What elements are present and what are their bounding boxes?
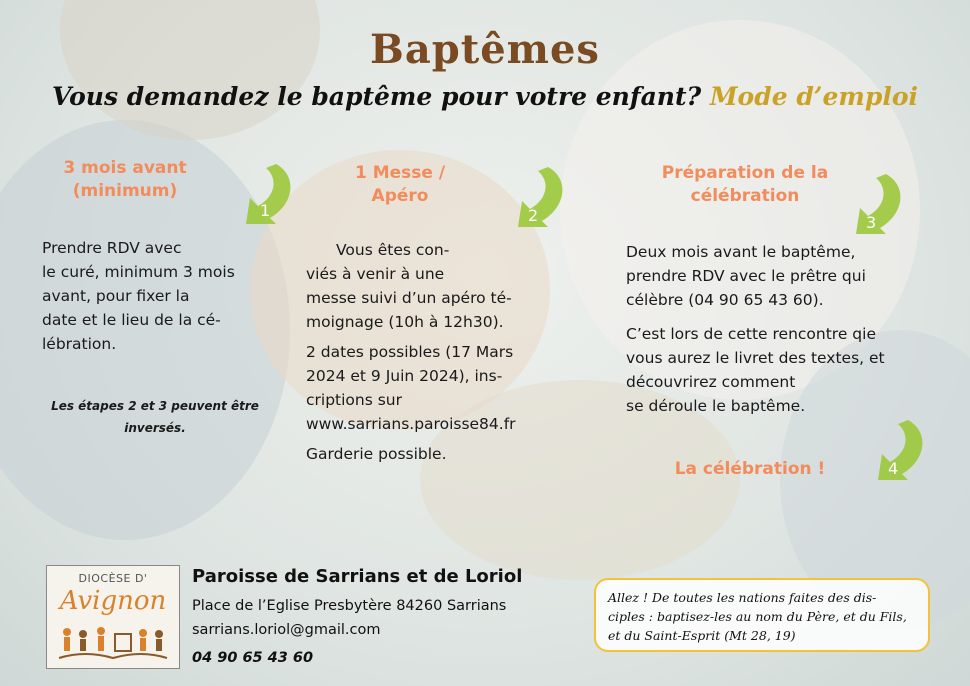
- step-2-title-line1: 1 Messe /: [354, 163, 446, 183]
- steps-order-note: [40, 395, 270, 439]
- step-2-line: viés à venir à une: [306, 265, 445, 283]
- step-4-title-line1: La célébration !: [674, 459, 826, 479]
- step-2-paragraph: [306, 340, 556, 436]
- subtitle-question: Vous demandez le baptême pour votre enfant?: [51, 82, 702, 111]
- page-subtitle: [0, 82, 970, 111]
- step-3-title-line2: célébration: [690, 186, 800, 206]
- step-1-line: date et le lieu de la cé-: [42, 311, 221, 329]
- step-1-body: [42, 236, 272, 356]
- step-1-line: le curé, minimum 3 mois: [42, 263, 235, 281]
- step-1-number: 1: [260, 201, 271, 220]
- note-line: inversés.: [124, 421, 186, 435]
- step-2-line: 2 dates possibles (17 Mars: [306, 343, 514, 361]
- step-1-line: avant, pour fixer la: [42, 287, 190, 305]
- step-3-line: Deux mois avant le baptême,: [626, 243, 856, 261]
- step-3-arrow-icon: [846, 170, 916, 240]
- step-4-number: 4: [888, 459, 899, 478]
- parish-name: Paroisse de Sarrians et de Loriol: [192, 566, 523, 587]
- step-1-line: lébration.: [42, 335, 117, 353]
- quote-line: et du Saint-Esprit (Mt 28, 19): [608, 628, 796, 643]
- step-1-title-line2: (minimum): [72, 181, 178, 201]
- scripture-quote: [594, 578, 930, 652]
- step-2-line: moignage (10h à 12h30).: [306, 313, 504, 331]
- step-1-title: [40, 157, 210, 203]
- step-2-line: criptions sur: [306, 391, 403, 409]
- people-icon: [55, 624, 171, 664]
- diocese-logo: [46, 565, 180, 669]
- step-3-title: [640, 162, 850, 208]
- step-3-line: découvrirez comment: [626, 373, 796, 391]
- subtitle-accent: Mode d’emploi: [709, 82, 919, 111]
- step-2-paragraph: Garderie possible.: [306, 445, 447, 463]
- step-2-arrow-icon: [508, 163, 578, 233]
- step-3-body: [626, 240, 926, 424]
- parish-address: Place de l’Eglise Presbytère 84260 Sarrians: [192, 598, 507, 614]
- step-3-line: C’est lors de cette rencontre qie: [626, 325, 876, 343]
- step-1-title-line1: 3 mois avant: [63, 158, 187, 178]
- website-link[interactable]: www.sarrians.paroisse84.fr: [306, 415, 516, 433]
- page-title: Baptêmes: [370, 26, 600, 73]
- parish-email[interactable]: sarrians.loriol@gmail.com: [192, 622, 381, 638]
- quote-line: ciples : baptisez-les au nom du Père, et du Fils,: [608, 609, 907, 624]
- step-2-body: [306, 238, 556, 472]
- step-1-arrow-icon: [236, 160, 306, 230]
- parish-phone: 04 90 65 43 60: [192, 650, 314, 666]
- step-2-line: 2024 et 9 Juin 2024), ins-: [306, 367, 503, 385]
- quote-line: Allez ! De toutes les nations faites des dis-: [608, 590, 877, 605]
- step-3-line: prendre RDV avec le prêtre qui: [626, 267, 866, 285]
- step-3-line: célèbre (04 90 65 43 60).: [626, 291, 824, 309]
- step-3-paragraph: [626, 240, 926, 312]
- step-2-title: [320, 162, 480, 208]
- step-3-number: 3: [866, 213, 877, 232]
- step-4-title: [660, 458, 840, 481]
- step-3-line: vous aurez le livret des textes, et: [626, 349, 885, 367]
- note-line: Les étapes 2 et 3 peuvent être: [51, 399, 259, 413]
- step-3-line: se déroule le baptême.: [626, 397, 806, 415]
- logo-script: Avignon: [59, 586, 167, 616]
- step-1-line: Prendre RDV avec: [42, 239, 182, 257]
- step-2-number: 2: [528, 206, 539, 225]
- step-2-title-line2: Apéro: [371, 186, 429, 206]
- step-2-line: Vous êtes con-: [336, 241, 450, 259]
- step-3-paragraph: [626, 322, 926, 418]
- step-3-title-line1: Préparation de la: [661, 163, 829, 183]
- step-2-paragraph: [306, 238, 556, 334]
- logo-text: DIOCÈSE D': [78, 572, 148, 585]
- step-4-arrow-icon: [868, 416, 938, 486]
- step-2-line: messe suivi d’un apéro té-: [306, 289, 512, 307]
